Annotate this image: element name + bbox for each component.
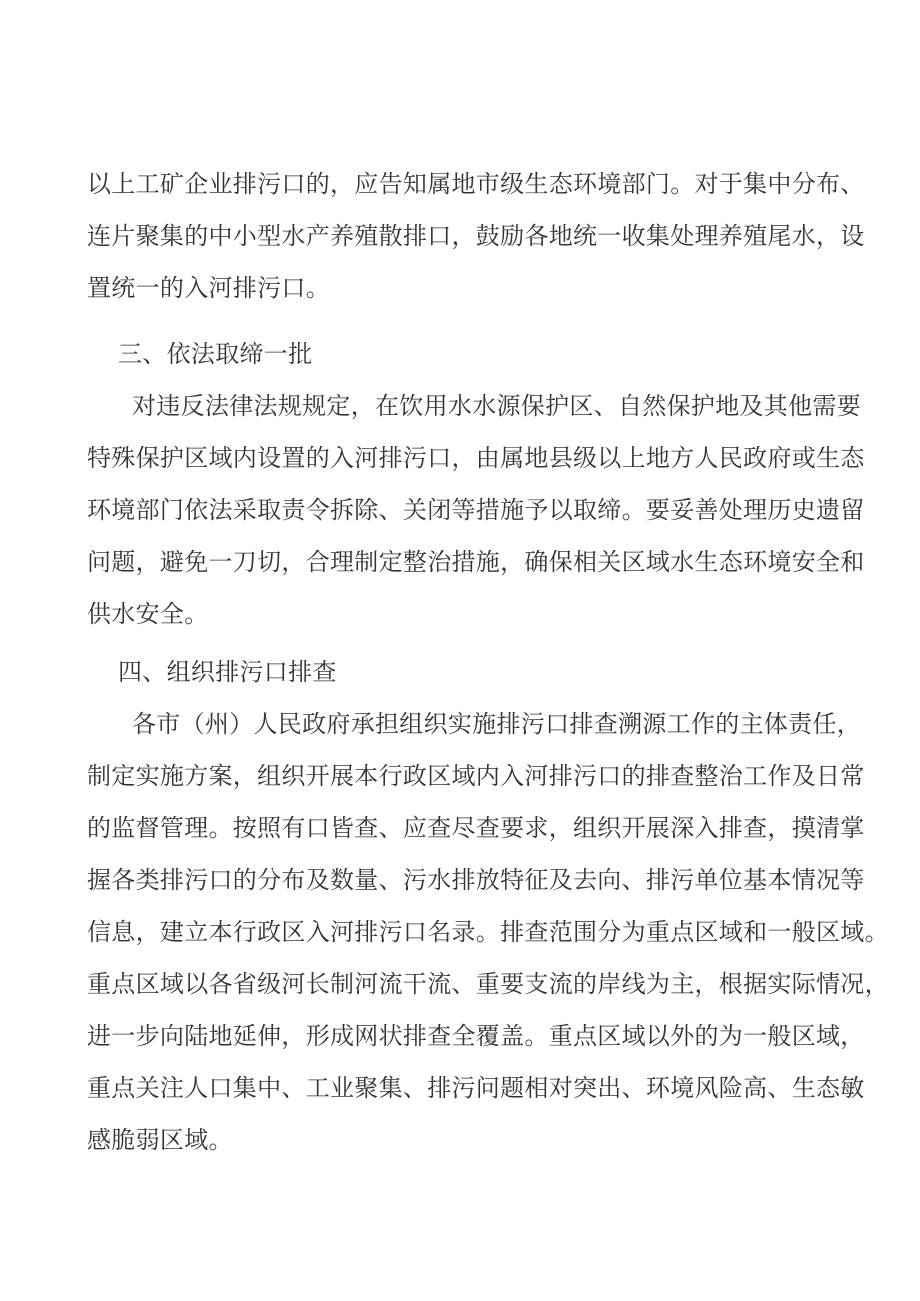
text-line: 制定实施方案，组织开展本行政区域内入河排污口的排查整治工作及日常 — [87, 764, 865, 790]
text-line: 置统一的入河排污口。 — [87, 276, 330, 302]
text-line: 对违反法律法规规定，在饮用水水源保护区、自然保护地及其他需要 — [132, 394, 861, 420]
text-line: 问题，避免一刀切，合理制定整治措施，确保相关区域水生态环境安全和 — [87, 550, 865, 576]
paragraph-continuation — [87, 159, 870, 315]
text-line: 以上工矿企业排污口的，应告知属地市级生态环境部门。对于集中分布、 — [87, 172, 865, 198]
text-line: 重点关注人口集中、工业聚集、排污问题相对突出、环境风险高、生态敏 — [87, 1076, 865, 1102]
text-line: 握各类排污口的分布及数量、污水排放特征及去向、排污单位基本情况等 — [87, 868, 865, 894]
text-line: 各市（州）人民政府承担组织实施排污口排查溯源工作的主体责任， — [132, 712, 861, 738]
section-heading-three: 三、依法取缔一批 — [118, 342, 313, 368]
text-line: 特殊保护区域内设置的入河排污口，由属地县级以上地方人民政府或生态 — [87, 446, 865, 472]
text-line: 的监督管理。按照有口皆查、应查尽查要求，组织开展深入排查，摸清掌 — [87, 816, 865, 842]
text-line: 连片聚集的中小型水产养殖散排口，鼓励各地统一收集处理养殖尾水，设 — [87, 224, 865, 250]
text-line: 信息，建立本行政区入河排污口名录。排查范围分为重点区域和一般区域。 — [87, 920, 889, 946]
text-line: 环境部门依法采取责令拆除、关闭等措施予以取缔。要妥善处理历史遗留 — [87, 498, 865, 524]
text-line: 供水安全。 — [87, 602, 209, 628]
text-line: 进一步向陆地延伸，形成网状排查全覆盖。重点区域以外的为一般区域， — [87, 1024, 865, 1050]
section-heading-four: 四、组织排污口排查 — [118, 660, 337, 686]
text-line: 重点区域以各省级河长制河流干流、重要支流的岸线为主，根据实际情况， — [87, 972, 889, 998]
paragraph-section-three — [87, 381, 870, 641]
text-line: 感脆弱区域。 — [87, 1128, 233, 1154]
paragraph-section-four — [87, 699, 889, 1167]
